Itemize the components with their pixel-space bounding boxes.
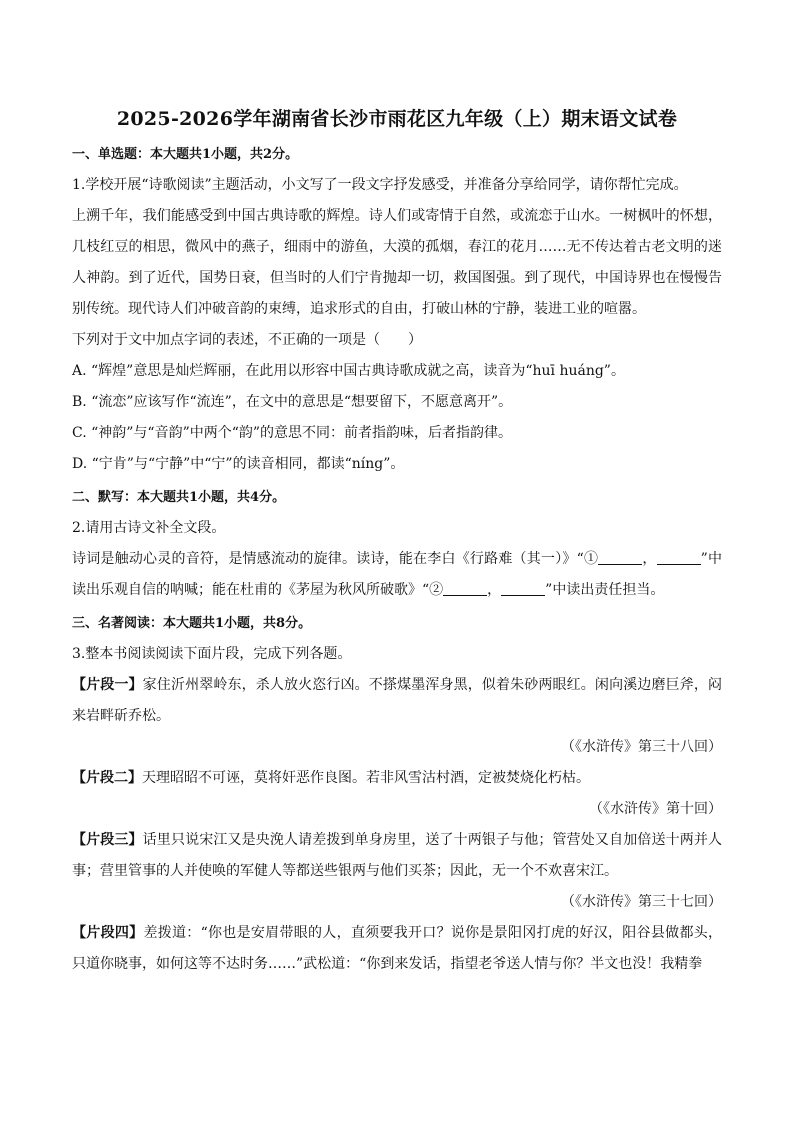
- section-heading-3: [72, 612, 722, 631]
- q2-text-2: ”中读出乐观自信的呐喊；能在杜甫的《茅屋为秋风所破歌》“②: [72, 551, 723, 598]
- option-d: D. “宁肯”与“宁静”中“宁”的读音相同，都读“níng”。: [72, 456, 405, 472]
- option-c: C. “神韵”与“音韵”中两个“韵”的意思不同：前者指韵味，后者指韵律。: [72, 425, 513, 441]
- section-lead: 二、默写：: [72, 490, 138, 505]
- section-heading-2: [72, 486, 722, 505]
- q2-text-3: ”中读出责任担当。: [545, 582, 665, 598]
- section-desc: 本大题共1小题，共8分。: [163, 616, 312, 631]
- option-a: A. “辉煌”意思是灿烂辉丽，在此用以形容中国古典诗歌成就之高，读音为“huī huáng”。: [72, 363, 625, 379]
- fragment-label: 【片段二】: [72, 770, 142, 786]
- option-b: B. “流恋”应该写作“流连”，在文中的意思是“想要留下，不愿意离开”。: [72, 394, 513, 410]
- fragment-3: [72, 825, 722, 887]
- fragment-1: [72, 670, 722, 732]
- exam-page: [72, 104, 722, 980]
- fragment-label: 【片段三】: [72, 832, 143, 848]
- question-1-stem: 1.学校开展“诗歌阅读”主题活动，小文写了一段文字抒发感受，并准备分享给同学，请你帮忙完成。: [72, 177, 688, 193]
- exam-title: 2025-2026学年湖南省长沙市雨花区九年级（上）期末语文试卷: [116, 108, 678, 130]
- fragment-1-source: （《水浒传》第三十八回）: [561, 739, 722, 755]
- q2-comma-2: ，: [487, 582, 502, 598]
- fragment-label: 【片段一】: [72, 677, 143, 693]
- fragment-3-source: （《水浒传》第三十七回）: [561, 894, 722, 910]
- fragment-4: [72, 918, 722, 980]
- section-desc: 本大题共1小题，共2分。: [150, 147, 299, 162]
- answer-blank-2b[interactable]: [501, 581, 545, 596]
- answer-blank-2a[interactable]: [443, 581, 487, 596]
- fragment-2: [72, 763, 722, 794]
- question-1-passage: 上溯千年，我们能感受到中国古典诗歌的辉煌。诗人们或寄情于自然，或流恋于山水。一树枫叶的怀想，几枝红豆的相思，微风中的燕子，细雨中的游鱼，大漠的孤烟，春江的花月……无不传达着古老文明的迷人神韵。到了近代，国势日衰，但当时的人们宁肯抛却一切，救国图强。到了现代，中国诗界也在慢慢告别传统。现代诗人们冲破音韵的束缚，追求形式的自由，打破山林的宁静，装进工业的喧嚣。: [72, 208, 722, 317]
- q2-text-1: 诗词是触动心灵的音符，是情感流动的旋律。读诗，能在李白《行路难（其一）》“①: [72, 551, 599, 567]
- q2-comma-1: ，: [642, 551, 657, 567]
- fragment-text: 差拨道：“你也是安眉带眼的人，直须要我开口？说你是景阳冈打虎的好汉，阳谷县做都头，只道你晓事，如何这等不达时务……”武松道：“你到来发话，指望老爷送人情与你？半文也没！我精拳: [72, 925, 723, 972]
- question-1-prompt: 下列对于文中加点字词的表述，不正确的一项是（ ）: [72, 332, 422, 348]
- section-lead: 一、单选题：: [72, 147, 151, 162]
- section-lead: 三、名著阅读：: [72, 616, 164, 631]
- fragment-text: 天理昭昭不可诬，莫将奸恶作良图。若非风雪沽村酒，定被焚烧化朽枯。: [142, 770, 590, 786]
- fragment-text: 话里只说宋江又是央浼人请差拨到单身房里，送了十两银子与他；管营处又自加倍送十两并人事；营里管事的人并使唤的军健人等都送些银两与他们买茶；因此，无一个不欢喜宋江。: [72, 832, 723, 879]
- section-desc: 本大题共1小题，共4分。: [137, 490, 286, 505]
- fragment-text: 家住沂州翠岭东，杀人放火恣行凶。不搽煤墨浑身黑，似着朱砂两眼红。闲向溪边磨巨斧，闷来岩畔斫乔松。: [72, 677, 723, 724]
- answer-blank-1b[interactable]: [657, 550, 701, 565]
- answer-blank-1a[interactable]: [598, 550, 642, 565]
- question-3-stem: 3.整本书阅读阅读下面片段，完成下列各题。: [72, 646, 352, 662]
- question-2-body: [72, 544, 722, 606]
- fragment-label: 【片段四】: [72, 925, 144, 941]
- fragment-2-source: （《水浒传》第十回）: [589, 801, 722, 817]
- section-heading-1: [72, 143, 722, 162]
- question-2-stem: 2.请用古诗文补全文段。: [72, 520, 226, 536]
